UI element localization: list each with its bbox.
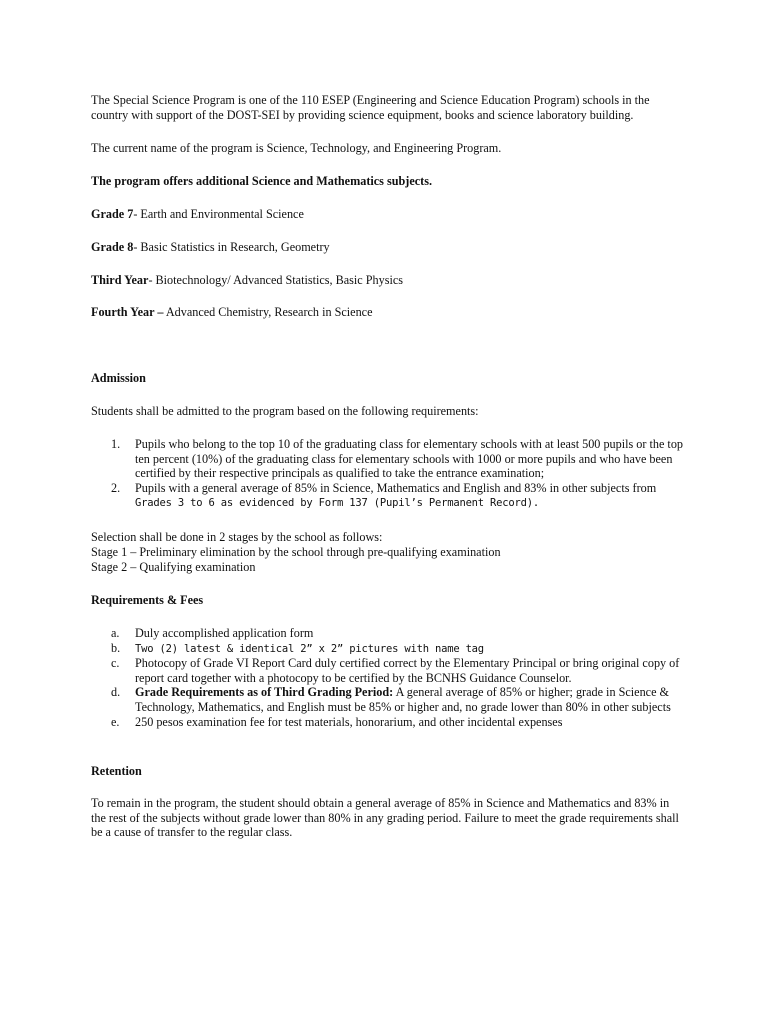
list-item-text-typed: Two (2) latest & identical 2” x 2” pictures with name tag [135, 642, 484, 655]
requirements-heading [91, 593, 686, 608]
offers-heading [91, 174, 686, 189]
list-marker: a. [111, 626, 120, 640]
subject-label: Grade 8 [91, 240, 134, 254]
admission-heading-text: Admission [91, 371, 146, 385]
intro-paragraph: The Special Science Program is one of the 110 ESEP (Engineering and Science Education Program) schools in the country with support of the DOST-SEI by providing science equipment, books and science laboratory building. [91, 93, 650, 122]
subject-grade-7 [91, 207, 686, 222]
subject-separator: - [148, 273, 156, 287]
subject-label: Grade 7 [91, 207, 134, 221]
list-item [91, 626, 686, 641]
list-item-text-typed: Grades 3 to 6 as evidenced by Form 137 (Pupil’s Permanent Record). [135, 497, 540, 510]
admission-requirements-list [91, 437, 686, 511]
list-item [91, 641, 686, 657]
retention-paragraph: To remain in the program, the student should obtain a general average of 85% in Science and Mathematics and 83% in the rest of the subjects without grade lower than 80% in any grading period. Failure to meet the grade requirements shall be a cause of transfer to the regular class. [91, 796, 679, 840]
requirements-fees-list [91, 626, 686, 729]
list-item-bold-lead: Grade Requirements as of Third Grading Period: [135, 685, 394, 700]
list-item [91, 437, 686, 481]
retention-heading [91, 764, 686, 779]
subject-text: Advanced Chemistry, Research in Science [165, 305, 373, 319]
offers-heading-text: The program offers additional Science and Mathematics subjects. [91, 174, 432, 188]
list-marker: d. [111, 685, 121, 700]
list-item [91, 481, 686, 511]
subject-text: Earth and Environmental Science [140, 207, 304, 221]
stage-1: Stage 1 – Preliminary elimination by the school through pre-qualifying examination [91, 545, 501, 559]
subject-label: Fourth Year – [91, 305, 164, 319]
stage-2: Stage 2 – Qualifying examination [91, 560, 256, 574]
subject-third-year [91, 273, 686, 288]
list-item [91, 656, 686, 685]
list-marker: 1. [111, 437, 121, 451]
list-item [91, 715, 686, 730]
list-item-text: Pupils with a general average of 85% in Science, Mathematics and English and 83% in other subjects from [135, 480, 657, 495]
list-marker: c. [111, 656, 120, 671]
list-marker: e. [111, 714, 120, 729]
subject-fourth-year [91, 305, 686, 320]
admission-lead: Students shall be admitted to the program based on the following requirements: [91, 404, 479, 418]
list-item [91, 685, 686, 714]
requirements-heading-text: Requirements & Fees [91, 593, 204, 607]
list-item-text: A general average of 85% or higher; grade in Science & Technology, Mathematics, and English must be 85% or higher and, no grade lower than 80% in other subjects [135, 685, 671, 714]
list-marker: b. [111, 640, 121, 655]
list-marker: 2. [111, 480, 121, 495]
list-item-text: Duly accomplished application form [135, 626, 314, 640]
subject-separator: - [133, 207, 141, 221]
subject-separator: - [133, 240, 141, 254]
subject-label: Third Year [91, 273, 149, 287]
subject-text: Basic Statistics in Research, Geometry [140, 240, 330, 254]
current-name-paragraph: The current name of the program is Science, Technology, and Engineering Program. [91, 141, 502, 155]
subject-grade-8 [91, 240, 686, 255]
selection-intro: Selection shall be done in 2 stages by the school as follows: [91, 530, 383, 544]
retention-heading-text: Retention [91, 764, 142, 778]
list-item-text: Pupils who belong to the top 10 of the graduating class for elementary schools with at least 500 pupils or the top ten percent (10%) of the graduating class for elementary schools with 1000 or more pupils and who have been certified by their respective principals as qualified to take the entrance examination; [135, 437, 684, 481]
admission-heading [91, 371, 686, 386]
list-item-text: Photocopy of Grade VI Report Card duly certified correct by the Elementary Principal or bring original copy of report card together with a photocopy to be certified by the BCNHS Guidance Counselor. [135, 656, 680, 685]
subject-text: Biotechnology/ Advanced Statistics, Basic Physics [155, 273, 403, 287]
list-item-text: 250 pesos examination fee for test materials, honorarium, and other incidental expenses [135, 714, 563, 729]
